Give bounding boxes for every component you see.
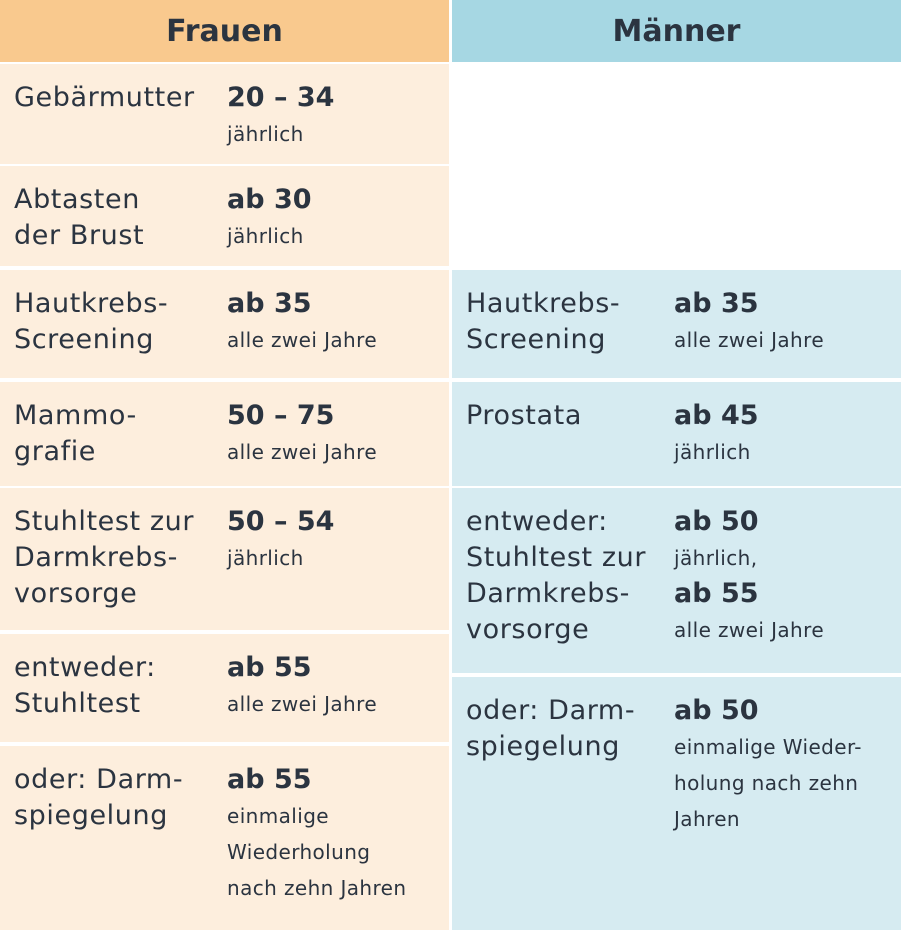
- frequency: Wiederholung: [227, 840, 371, 864]
- screening-label: entweder: Stuhltest zur Darmkrebs- vorsorge: [466, 506, 647, 645]
- table-row: [452, 488, 901, 673]
- table-row: [0, 488, 449, 630]
- frequency: jährlich: [227, 546, 304, 570]
- frequency: alle zwei Jahre: [227, 440, 378, 464]
- screening-label: entweder: Stuhltest: [14, 652, 156, 719]
- screening-label: oder: Darm- spiegelung: [466, 695, 636, 762]
- frequency: jährlich,: [674, 546, 758, 570]
- table-row: [0, 746, 449, 930]
- screening-value: [227, 286, 377, 358]
- screening-label: Stuhltest zur Darmkrebs- vorsorge: [14, 506, 195, 609]
- screening-value: [227, 80, 334, 152]
- frequency: Jahren: [674, 807, 740, 831]
- screening-label: Prostata: [466, 400, 582, 431]
- frequency: einmalige Wieder-: [674, 735, 862, 759]
- table-row: [452, 677, 901, 930]
- age-range: ab 55: [227, 764, 312, 795]
- screening-label: Gebärmutter: [14, 82, 195, 113]
- women-header: Frauen: [0, 0, 449, 62]
- age-range: ab 55: [227, 652, 312, 683]
- screening-label: Hautkrebs- Screening: [466, 288, 621, 355]
- table-row: [0, 382, 449, 486]
- table-row: [0, 634, 449, 742]
- screening-label: Hautkrebs- Screening: [14, 288, 169, 355]
- age-range: 50 – 54: [227, 506, 335, 537]
- table-row: [452, 382, 901, 486]
- frequency: alle zwei Jahre: [227, 692, 378, 716]
- screening-value: [227, 504, 334, 576]
- frequency: jährlich: [227, 224, 304, 248]
- age-range: ab 50: [674, 506, 759, 537]
- frequency: holung nach zehn: [674, 771, 859, 795]
- screening-value: [227, 398, 377, 470]
- frequency: jährlich: [227, 122, 304, 146]
- age-range: ab 30: [227, 184, 312, 215]
- age-range: ab 35: [674, 288, 759, 319]
- screening-label: Mammo- grafie: [14, 400, 137, 467]
- screening-value: [674, 398, 759, 470]
- age-range: ab 45: [674, 400, 759, 431]
- frequency: einmalige: [227, 804, 329, 828]
- women-column: [0, 0, 449, 900]
- screening-label: oder: Darm- spiegelung: [14, 764, 184, 831]
- men-header: Männer: [452, 0, 901, 62]
- screening-value: [227, 650, 377, 722]
- table-row: [452, 270, 901, 378]
- frequency: alle zwei Jahre: [674, 328, 825, 352]
- table-row: [0, 270, 449, 378]
- age-range: 20 – 34: [227, 82, 335, 113]
- men-column: [452, 0, 901, 831]
- frequency: jährlich: [674, 440, 751, 464]
- frequency: alle zwei Jahre: [227, 328, 378, 352]
- age-range: ab 50: [674, 695, 759, 726]
- table-row: [0, 64, 449, 164]
- age-range: 50 – 75: [227, 400, 335, 431]
- frequency: nach zehn Jahren: [227, 876, 407, 900]
- screening-value: [674, 286, 824, 358]
- screening-value: [227, 762, 406, 906]
- age-range: ab 55: [674, 578, 759, 609]
- screening-label: Abtasten der Brust: [14, 184, 145, 251]
- age-range: ab 35: [227, 288, 312, 319]
- screening-value: [674, 504, 824, 648]
- screening-value: [227, 182, 312, 254]
- screening-value: [674, 693, 862, 837]
- frequency: alle zwei Jahre: [674, 618, 825, 642]
- table-row: [0, 166, 449, 266]
